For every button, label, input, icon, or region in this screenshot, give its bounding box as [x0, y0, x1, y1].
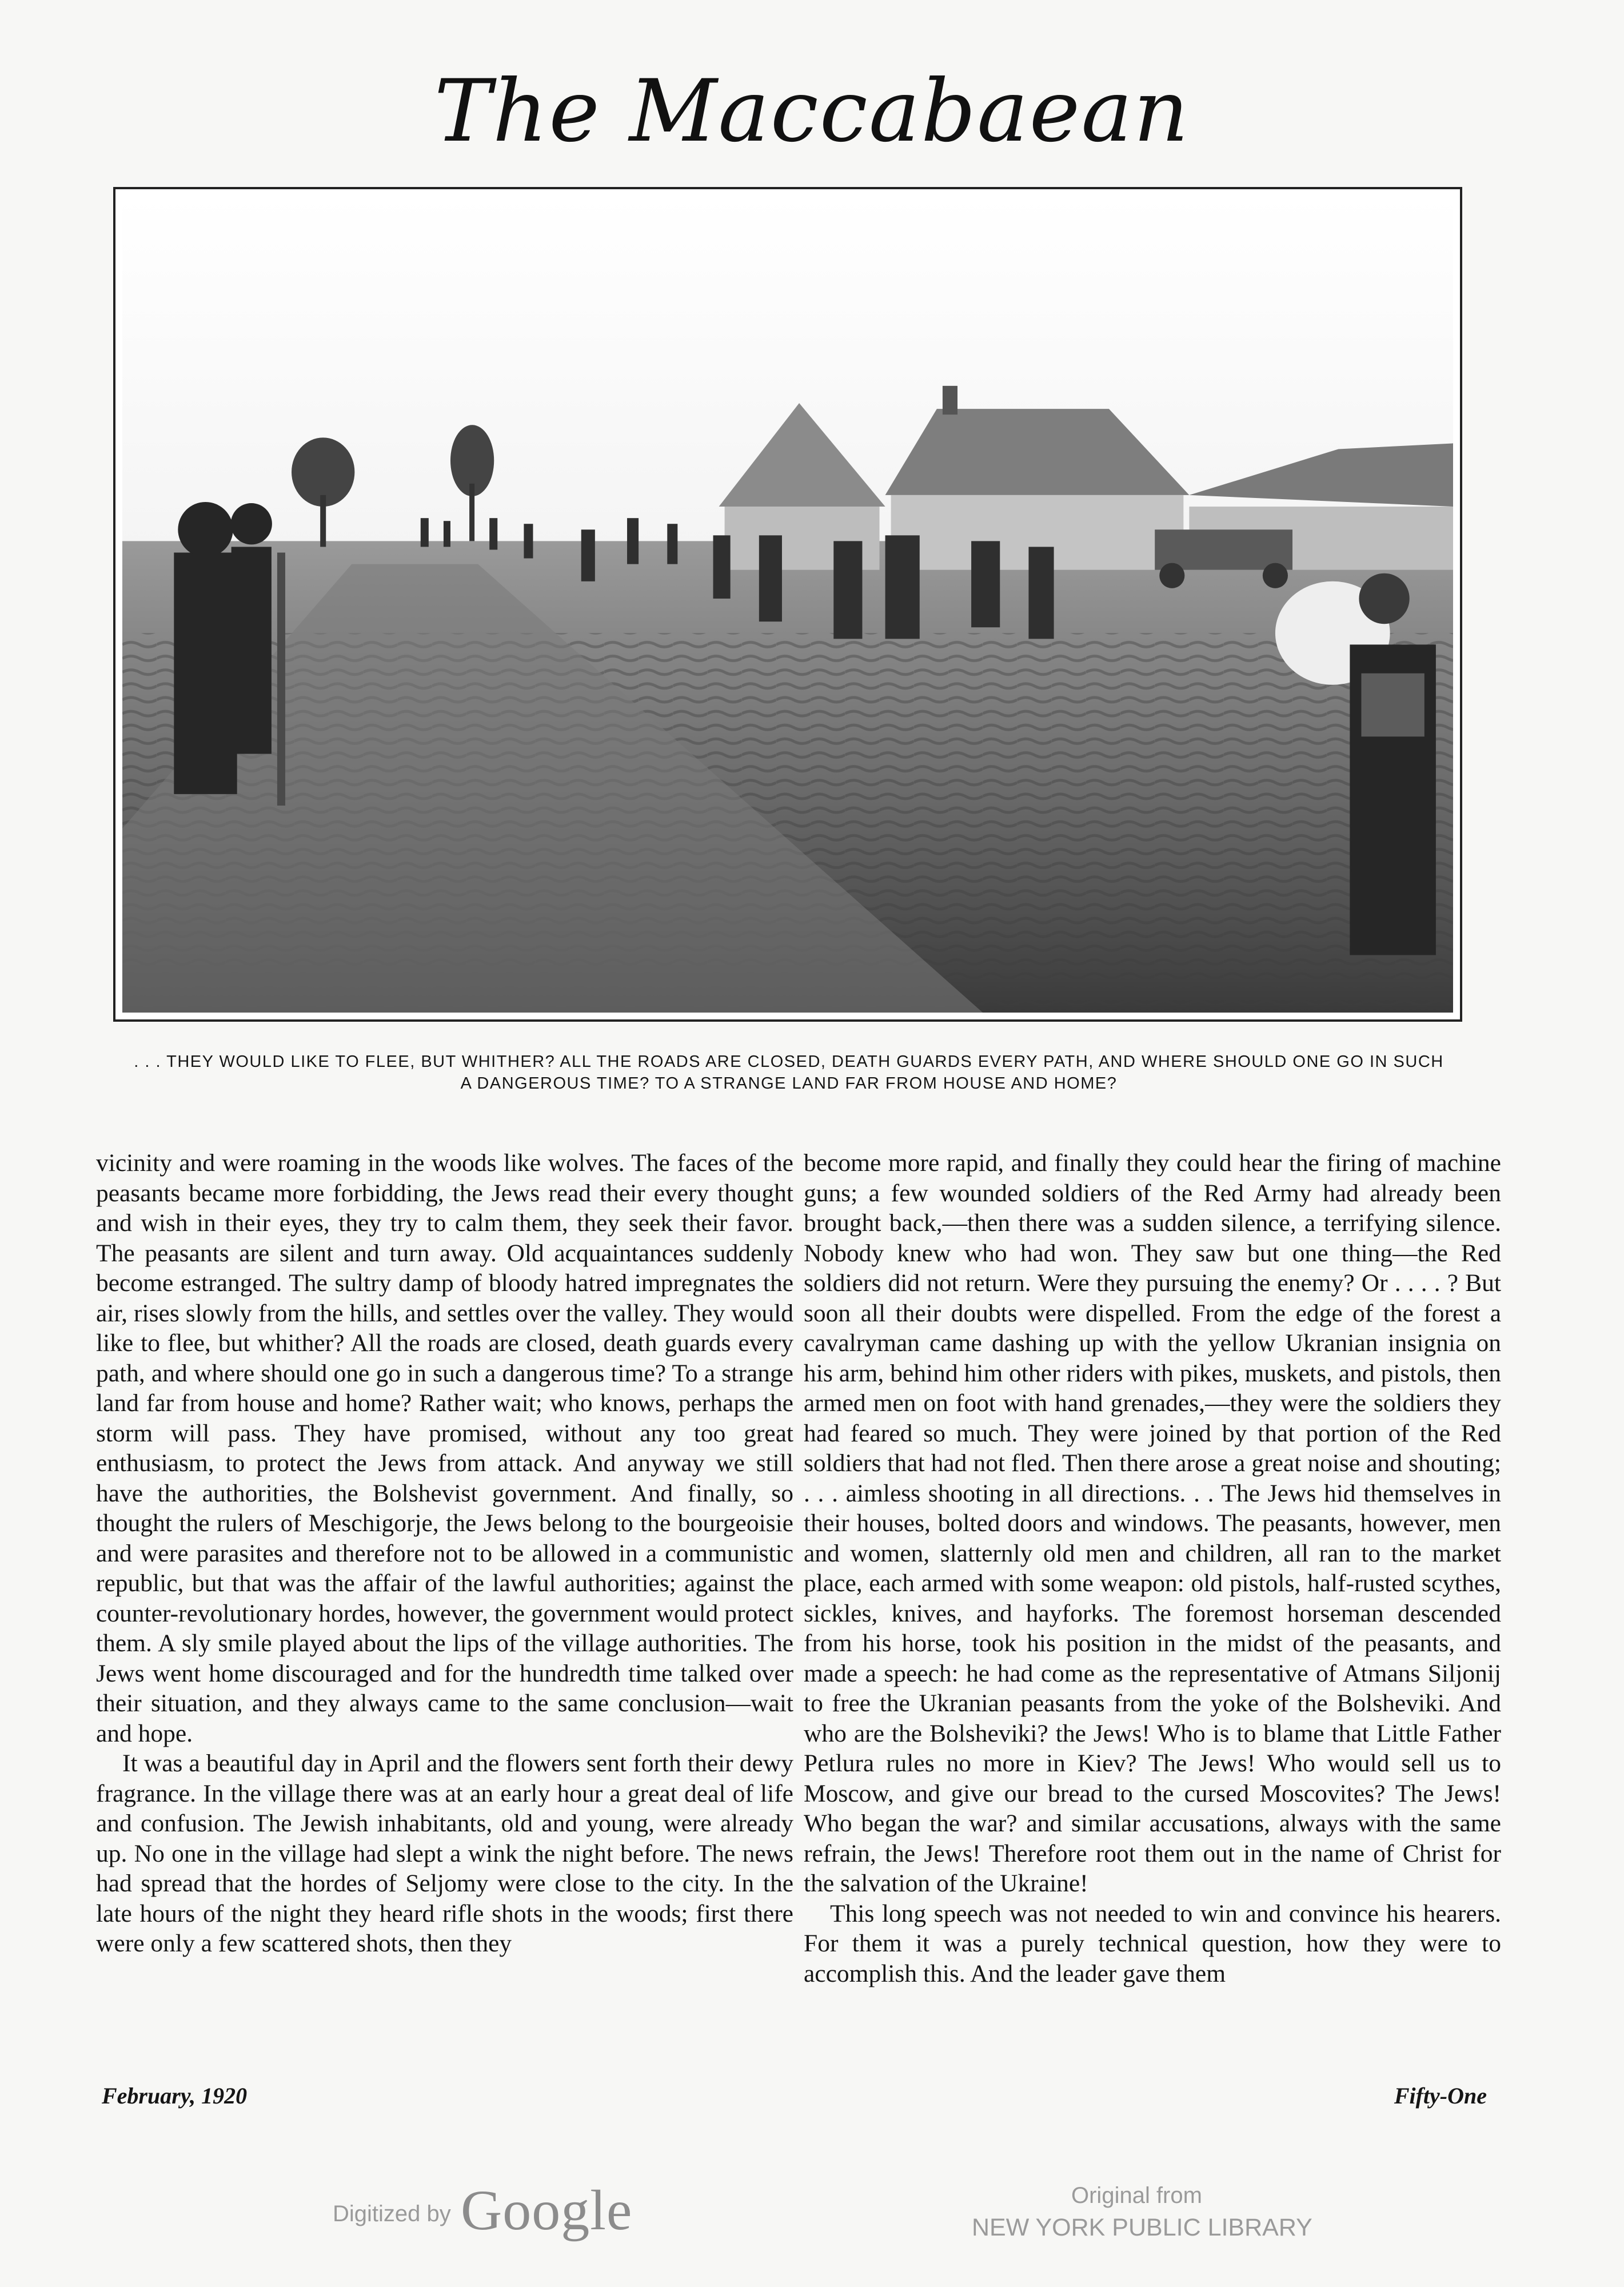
left-paragraph-2: It was a beautiful day in April and the flowers sent forth their dewy fragrance. In the village there was at an early hour a great deal of life and confusion. The Jewish inhabitants, old and young, were already up. No one in the village had slept a wink the night before. The news had spread that the hordes of Seljomy were close to the city. In the late hours of the night they heard rifle shots in the woods; first there were only a few scattered shots, then they [96, 1750, 793, 1957]
google-logo: Google [461, 2178, 633, 2242]
issue-date: February, 1920 [102, 2083, 248, 2109]
original-from-label: Original from [1071, 2183, 1202, 2208]
left-paragraph-1: vicinity and were roaming in the woods like wolves. The faces of the peasants became more forbidding, the Jews read their every thought and wish in their eyes, they try to calm them, they seek their favor. The peasants are silent and turn away. Old acquaintances suddenly become estranged. The sultry damp of bloody hatred impregnates the air, rises slowly from the hills, and settles over the valley. They would like to flee, but whither? All the roads are closed, death guards every path, and where should one go in such a dangerous time? To a strange land far from house and home? Rather wait; who knows, perhaps the storm will pass. They have promised, without any too great enthusiasm, to protect the Jews from attack. And anyway we still have the authorities, the Bolshevist government. And finally, so thought the rulers of Meschigorje, the Jews belong to the bourgeoisie and were parasites and therefore not to be allowed in a communistic republic, but that was the affair of the lawful authorities; against the counter-revolutionary hordes, however, the government would protect them. A sly smile played about the lips of the village authorities. The Jews went home discouraged and for the hundredth time talked over their situation, and they always came to the same conclusion—wait and hope. [96, 1149, 793, 1747]
refugee-photograph [113, 187, 1462, 1022]
right-paragraph-2: This long speech was not needed to win and convince his hearers. For them it was a purely technical question, how they were to accomplish this. And the leader gave them [804, 1899, 1501, 1987]
photo-caption: . . . THEY WOULD LIKE TO FLEE, BUT WHITHER? ALL THE ROADS ARE CLOSED, DEATH GUARDS EVERY PATH, AND WHERE SHOULD ONE GO IN SUCH A DANGEROUS TIME? TO A STRANGE LAND FAR FROM HOUSE AND HOME? [134, 1053, 1444, 1093]
refugee-photograph-image [122, 196, 1453, 1013]
article-right-column [804, 1148, 1501, 2109]
page-number: Fifty-One [1394, 2083, 1487, 2109]
library-name: NEW YORK PUBLIC LIBRARY [972, 2214, 1312, 2241]
digitized-by-label: Digitized by [333, 2201, 451, 2226]
right-paragraph-1: become more rapid, and finally they could hear the firing of machine guns; a few wounded soldiers of the Red Army had already been brought back,—then there was a sudden silence, a terrifying silence. Nobody knew who had won. They saw but one thing—the Red soldiers did not return. Were they pursuing the enemy? Or . . . . ? But soon all their doubts were dispelled. From the edge of the forest a cavalryman came dashing up with the yellow Ukranian insignia on his arm, behind him other riders with pikes, muskets, and pistols, then armed men on foot with hand grenades,—they were the soldiers they had feared so much. They were joined by that portion of the Red soldiers that had not fled. Then there arose a great noise and shouting; . . . aimless shooting in all directions. . . The Jews hid themselves in their houses, bolted doors and windows. The peasants, however, men and women, slatternly old men and children, all ran to the market place, each armed with some weapon: old pistols, half-rusted scythes, sickles, knives, and hayforks. The foremost horseman descended from his horse, took his position in the midst of the peasants, and made a speech: he had come as the representative of Atmans Siljonij to free the Ukranian peasants from the yoke of the Bolsheviki. And who are the Bolsheviki? the Jews! Who is to blame that Little Father Petlura rules no more in Kiev? The Jews! Who would sell us to Moscow, and give our bread to the cursed Moscovites? The Jews! Who began the war? and similar accusations, always with the same refrain, the Jews! Therefore root them out in the name of Christ for the salvation of the Ukraine! [804, 1149, 1501, 1897]
magazine-title: The Maccabaean [434, 62, 1190, 161]
article-left-column [96, 1148, 793, 2109]
